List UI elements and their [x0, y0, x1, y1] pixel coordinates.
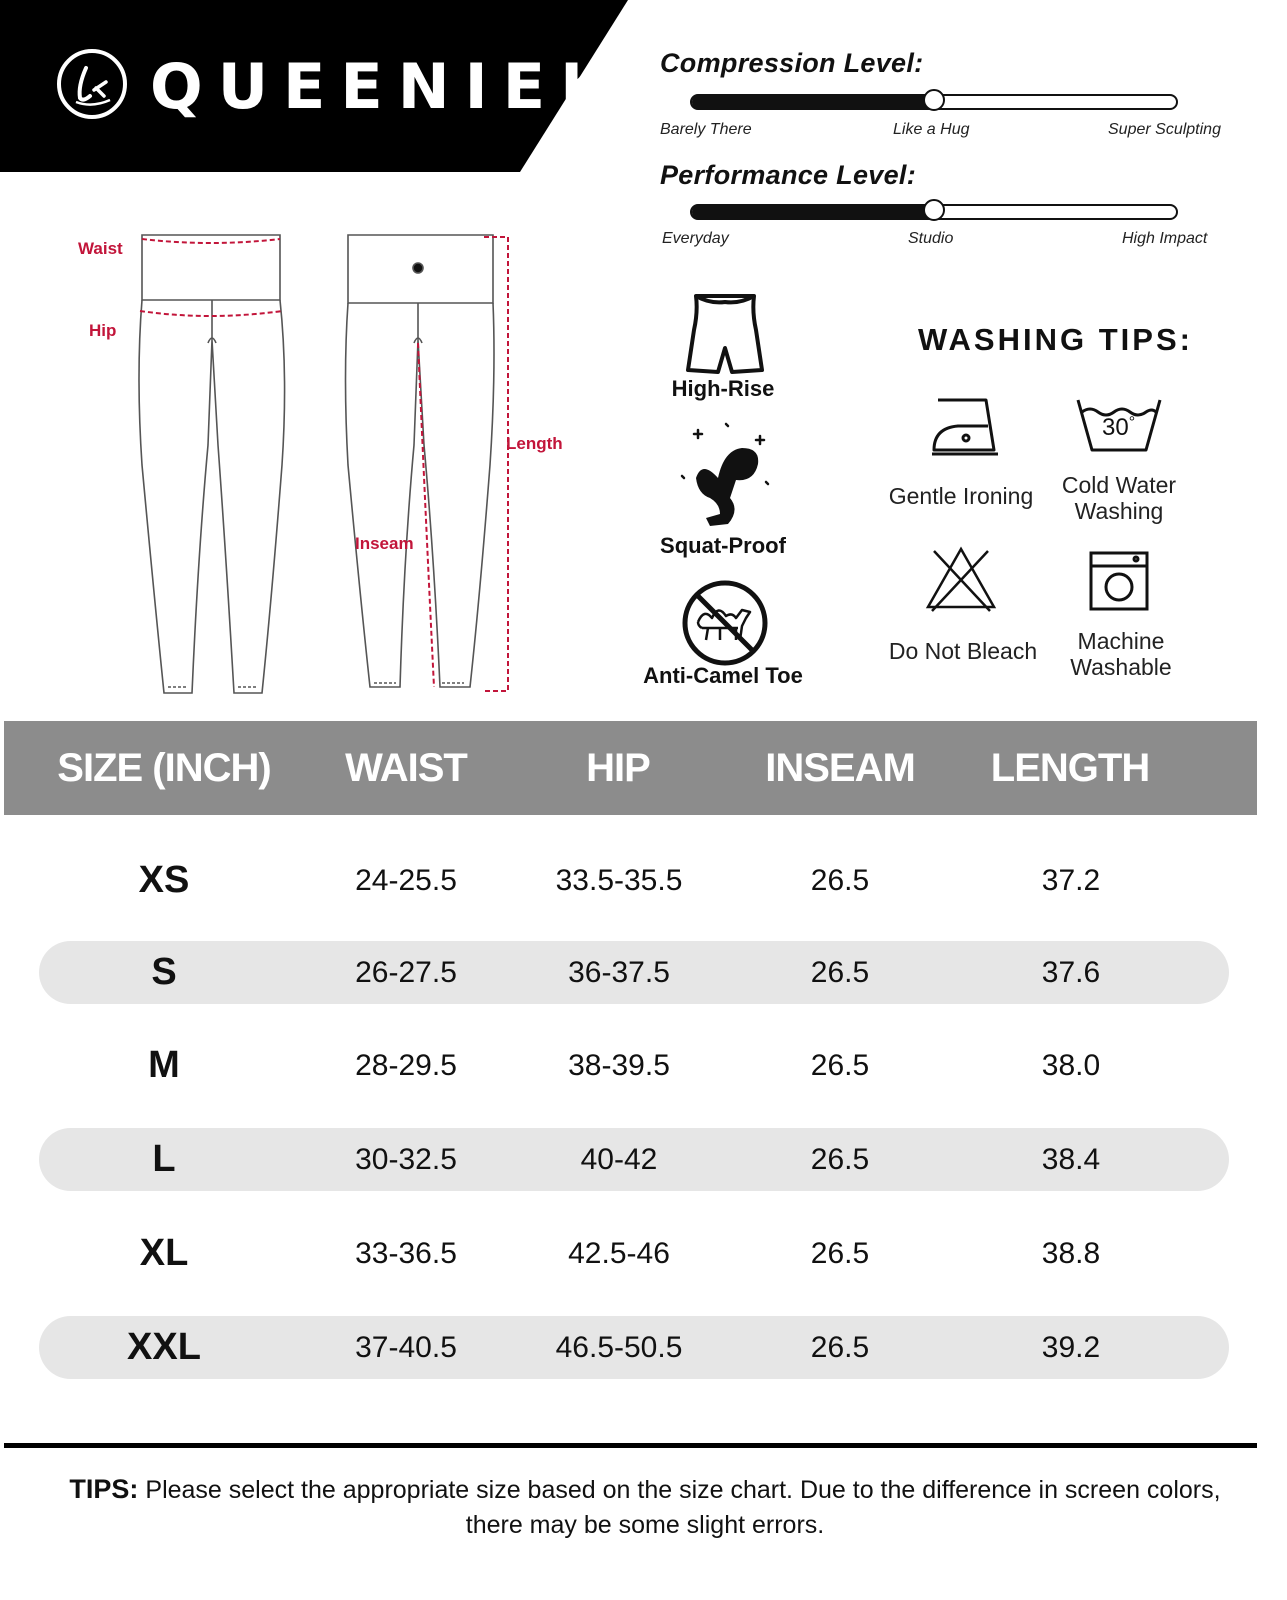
hip-cell: 33.5-35.5: [555, 864, 683, 897]
anti-camel-toe-label: Anti-Camel Toe: [643, 663, 803, 688]
inseam-cell: 26.5: [810, 1331, 870, 1364]
size-cell: XXL: [127, 1326, 201, 1368]
header-inseam: INSEAM: [765, 746, 915, 790]
leggings-back-illustration: [338, 225, 518, 700]
table-row: [39, 1222, 1229, 1285]
compression-tick-low: Barely There: [660, 121, 752, 138]
inseam-cell: 26.5: [810, 956, 870, 989]
wash-degree-symbol: °: [1128, 414, 1136, 431]
no-camel-icon: [680, 578, 770, 668]
size-cell: XS: [138, 859, 190, 901]
cold-water-washing-line1: Cold Water: [1061, 472, 1177, 498]
table-row: [39, 941, 1229, 1004]
size-cell: S: [151, 951, 177, 993]
brand-name: QUEENIEKE: [150, 50, 681, 123]
compression-level-fill: [692, 94, 934, 110]
waist-cell: 33-36.5: [355, 1237, 457, 1270]
length-cell: 37.6: [1041, 956, 1101, 989]
waist-cell: 26-27.5: [355, 956, 457, 989]
header-size: SIZE (INCH): [57, 746, 271, 790]
queenieke-logo-icon: [56, 48, 128, 120]
waist-cell: 30-32.5: [355, 1143, 457, 1176]
inseam-cell: 26.5: [810, 1049, 870, 1082]
compression-level-slider: [690, 94, 1178, 110]
hip-cell: 42.5-46: [568, 1237, 670, 1270]
wash-temperature-value: 30: [1102, 414, 1129, 441]
performance-level-knob: [923, 199, 945, 221]
hip-cell: 40-42: [580, 1143, 658, 1176]
tips-text: Please select the appropriate size based on the size chart. Due to the difference in screen colors, there may be some slight errors.: [145, 1476, 1221, 1539]
performance-level-slider: [690, 204, 1178, 220]
table-row: [39, 1128, 1229, 1191]
machine-washable-line2: Washable: [1070, 654, 1172, 680]
inseam-cell: 26.5: [810, 1237, 870, 1270]
high-rise-label: High-Rise: [671, 376, 775, 401]
inseam-cell: 26.5: [810, 864, 870, 897]
hip-cell: 38-39.5: [568, 1049, 670, 1082]
size-cell: M: [148, 1044, 180, 1086]
table-row: [39, 1034, 1229, 1097]
hip-cell: 46.5-50.5: [555, 1331, 683, 1364]
gentle-ironing-label: Gentle Ironing: [888, 483, 1034, 509]
squat-proof-label: Squat-Proof: [660, 533, 786, 558]
machine-washable-label: [1048, 628, 1194, 680]
table-row: [39, 849, 1229, 912]
waist-cell: 37-40.5: [355, 1331, 457, 1364]
performance-tick-mid: Studio: [908, 230, 954, 247]
wash-temperature: [1102, 414, 1135, 442]
performance-tick-low: Everyday: [662, 230, 729, 247]
size-cell: L: [152, 1138, 176, 1180]
length-cell: 38.0: [1041, 1049, 1101, 1082]
waist-label: Waist: [78, 239, 123, 258]
waist-cell: 28-29.5: [355, 1049, 457, 1082]
compression-level-knob: [923, 89, 945, 111]
cold-water-washing-label: [1046, 472, 1192, 524]
header-waist: WAIST: [345, 746, 467, 790]
washing-machine-icon: [1088, 550, 1150, 612]
no-bleach-icon: [924, 545, 998, 613]
washing-tips-title: WASHING TIPS:: [918, 322, 1193, 357]
size-cell: XL: [139, 1232, 189, 1274]
leggings-front-illustration: [130, 225, 300, 700]
high-rise-shorts-icon: [680, 290, 770, 378]
size-table-header: [4, 721, 1257, 815]
squat-figure-icon: [670, 420, 780, 535]
length-label: Length: [506, 434, 563, 453]
length-cell: 38.4: [1041, 1143, 1101, 1176]
divider-line: [4, 1443, 1257, 1448]
length-cell: 37.2: [1041, 864, 1101, 897]
table-row: [39, 1316, 1229, 1379]
inseam-label: Inseam: [355, 534, 414, 553]
iron-icon: [930, 392, 1002, 458]
performance-level-title: Performance Level:: [660, 160, 917, 190]
do-not-bleach-label: Do Not Bleach: [888, 638, 1038, 664]
waist-cell: 24-25.5: [355, 864, 457, 897]
compression-level-title: Compression Level:: [660, 48, 924, 78]
performance-tick-high: High Impact: [1122, 230, 1208, 247]
hip-cell: 36-37.5: [568, 956, 670, 989]
length-cell: 38.8: [1041, 1237, 1101, 1270]
compression-tick-high: Super Sculpting: [1108, 121, 1221, 138]
length-cell: 39.2: [1041, 1331, 1101, 1364]
compression-tick-mid: Like a Hug: [893, 121, 970, 138]
machine-washable-line1: Machine: [1077, 628, 1165, 654]
tips-note: [60, 1472, 1230, 1543]
header-hip: HIP: [586, 746, 650, 790]
header-length: LENGTH: [990, 746, 1150, 790]
tips-label: TIPS:: [69, 1474, 139, 1504]
inseam-cell: 26.5: [810, 1143, 870, 1176]
cold-water-washing-line2: Washing: [1074, 498, 1164, 524]
performance-level-fill: [692, 204, 934, 220]
hip-label: Hip: [89, 321, 117, 340]
